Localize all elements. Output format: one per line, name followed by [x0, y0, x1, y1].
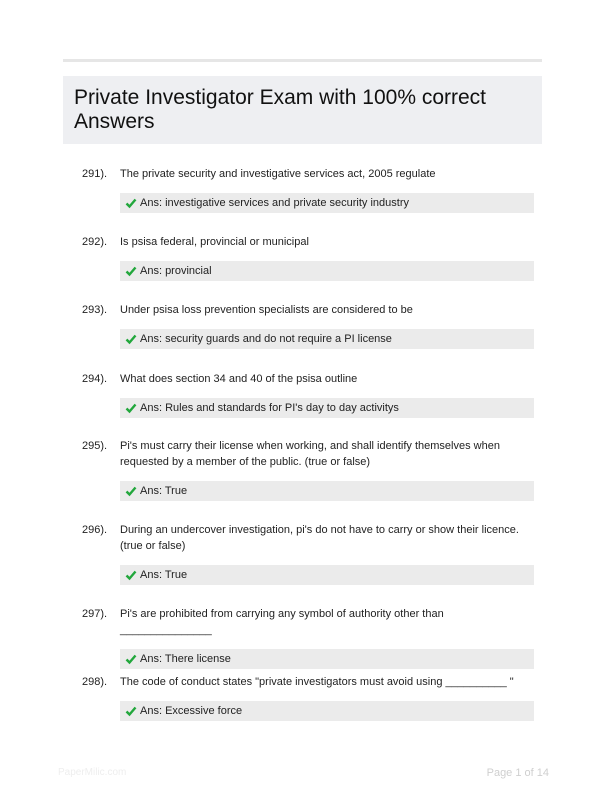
question-number: 292).	[82, 236, 108, 248]
answer-box	[120, 261, 534, 281]
check-icon	[125, 265, 137, 277]
question-item	[63, 302, 542, 371]
check-icon	[125, 653, 137, 665]
top-divider	[63, 59, 542, 62]
question-number: 295).	[82, 440, 108, 452]
question-text: Is psisa federal, provincial or municipal	[120, 236, 309, 248]
footer-watermark: PaperMilic.com	[58, 767, 127, 778]
question-text: The private security and investigative services act, 2005 regulate	[120, 168, 436, 180]
answer-text: Ans: Excessive force	[140, 705, 243, 717]
question-number: 296).	[82, 524, 108, 536]
answer-box	[120, 329, 534, 349]
question-item	[63, 166, 542, 234]
question-text: Pi's are prohibited from carrying any symbol of authority other than _______________	[120, 608, 444, 636]
check-icon	[125, 333, 137, 345]
question-text: The code of conduct states "private investigators must avoid using __________ "	[120, 676, 514, 688]
check-icon	[125, 402, 137, 414]
check-icon	[125, 569, 137, 581]
answer-box	[120, 649, 534, 669]
question-text: What does section 34 and 40 of the psisa outline	[120, 373, 358, 385]
check-icon	[125, 485, 137, 497]
answer-box	[120, 701, 534, 721]
answer-text: Ans: security guards and do not require a PI license	[140, 333, 392, 345]
answer-box	[120, 398, 534, 418]
title-banner	[63, 76, 542, 144]
answer-text: Ans: Rules and standards for PI's day to day activitys	[140, 402, 399, 414]
question-number: 297).	[82, 608, 108, 620]
answer-text: Ans: There license	[140, 653, 231, 665]
question-item	[63, 674, 542, 742]
answer-box	[120, 565, 534, 585]
question-text: During an undercover investigation, pi's do not have to carry or show their licence. (true or false)	[120, 524, 519, 552]
question-text: Pi's must carry their license when working, and shall identify themselves when requested by a member of the public. (true or false)	[120, 440, 500, 468]
question-number: 293).	[82, 304, 108, 316]
answer-text: Ans: True	[140, 485, 188, 497]
question-number: 294).	[82, 373, 108, 385]
answer-box	[120, 481, 534, 501]
question-list	[63, 166, 542, 742]
answer-text: Ans: investigative services and private security industry	[140, 197, 410, 209]
question-number: 291).	[82, 168, 108, 180]
question-item	[63, 438, 542, 522]
question-number: 298).	[82, 676, 108, 688]
question-item	[63, 234, 542, 302]
question-item	[63, 606, 542, 674]
check-icon	[125, 705, 137, 717]
answer-box	[120, 193, 534, 213]
answer-text: Ans: provincial	[140, 265, 212, 277]
document-title: Private Investigator Exam with 100% correct Answers	[74, 86, 487, 133]
page-number: Page 1 of 14	[486, 767, 549, 779]
question-item	[63, 371, 542, 438]
answer-text: Ans: True	[140, 569, 188, 581]
question-item	[63, 522, 542, 606]
question-text: Under psisa loss prevention specialists are considered to be	[120, 304, 413, 316]
check-icon	[125, 197, 137, 209]
